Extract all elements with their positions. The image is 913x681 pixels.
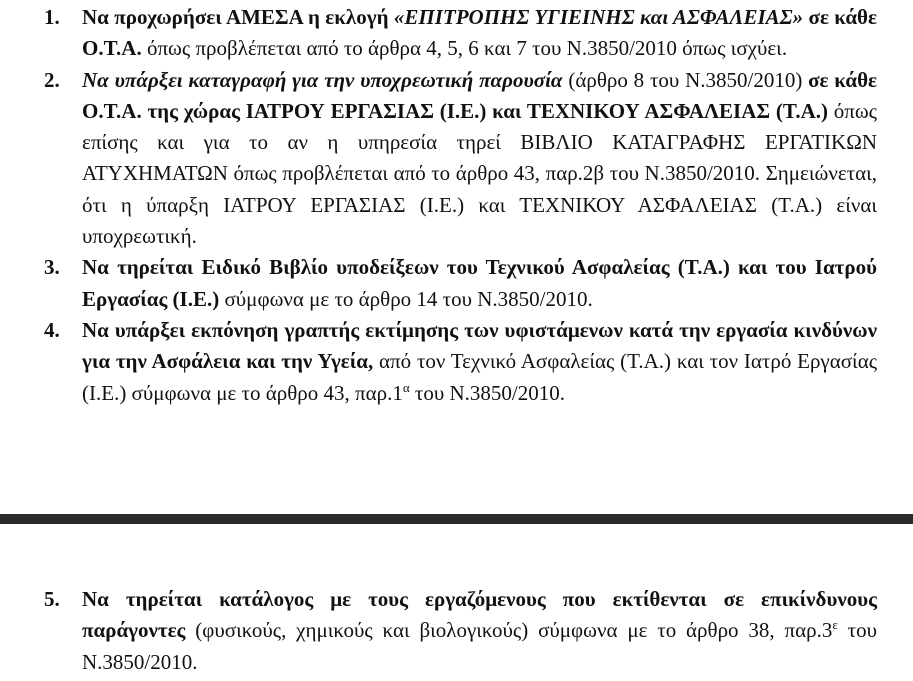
item-text-segment: του Ν.3850/2010. bbox=[82, 618, 877, 674]
item-text-segment: σε κάθε Ο.Τ.Α. της χώρας ΙΑΤΡΟΥ ΕΡΓΑΣΙΑΣ (Ι.Ε.) και ΤΕΧΝΙΚΟΥ ΑΣΦΑΛΕΙΑΣ (Τ.Α.) bbox=[82, 67, 878, 123]
item-number: 1. bbox=[44, 5, 60, 29]
item-text-segment: όπως επίσης και για το αν η υπηρεσία τηρεί ΒΙΒΛΙΟ ΚΑΤΑΓΡΑΦΗΣ ΕΡΓΑΤΙΚΩΝ ΑΤΥΧΗΜΑΤΩΝ όπως προβλέπεται από το άρθρο 43, παρ.2β του Ν.3850/2010. Σημειώνεται, ότι η ύπαρξη ΙΑΤΡΟΥ ΕΡΓΑΣΙΑΣ (Ι.Ε.) και ΤΕΧΝΙΚΟΥ ΑΣΦΑΛΕΙΑΣ (Τ.Α.) είναι υποχρεωτική. bbox=[82, 98, 877, 249]
item-text-segment: του Ν.3850/2010. bbox=[409, 380, 566, 405]
list-item bbox=[0, 2, 913, 65]
superscript-text: ε bbox=[832, 617, 838, 633]
item-text-segment: Να τηρείται κατάλογος με τους εργαζόμενους που εκτίθενται σε επικίνδυνους παράγοντες bbox=[82, 587, 877, 643]
list-item bbox=[0, 584, 913, 678]
item-text-segment: σύμφωνα με το άρθρο 14 του Ν.3850/2010. bbox=[219, 286, 593, 311]
item-text-segment: «ΕΠΙΤΡΟΠΗΣ ΥΓΙΕΙΝΗΣ και ΑΣΦΑΛΕΙΑΣ» bbox=[393, 5, 804, 29]
item-text-segment: όπως προβλέπεται από το άρθρα 4, 5, 6 και 7 του Ν.3850/2010 όπως ισχύει. bbox=[141, 36, 788, 61]
list-item bbox=[0, 65, 913, 253]
item-number: 3. bbox=[44, 255, 60, 280]
item-number: 2. bbox=[44, 67, 60, 92]
list-item bbox=[0, 315, 913, 409]
item-text-segment: σε κάθε Ο.Τ.Α. bbox=[82, 5, 877, 61]
item-text-segment: Να υπάρξει εκπόνηση γραπτής εκτίμησης των υφιστάμενων κατά την εργασία κινδύνων για την Ασφάλεια και την Υγεία, bbox=[82, 317, 877, 374]
item-text-segment: Να υπάρξει καταγραφή για την υποχρεωτική παρουσία bbox=[82, 67, 563, 92]
list-item bbox=[0, 252, 913, 315]
document-page-bottom bbox=[0, 524, 913, 681]
item-text-segment: (φυσικούς, χημικούς και βιολογικούς) σύμφωνα με το άρθρο 38, παρ.3 bbox=[185, 618, 833, 643]
item-text-segment: Να τηρείται Ειδικό Βιβλίο υποδείξεων του Τεχνικού Ασφαλείας (Τ.Α.) και του Ιατρού Εργασίας (Ι.Ε.) bbox=[82, 255, 877, 311]
item-number: 5. bbox=[44, 587, 60, 611]
superscript-text: α bbox=[402, 379, 410, 395]
item-text-segment: από τον Τεχνικό Ασφαλείας (Τ.Α.) και τον Ιατρό Εργασίας (Ι.Ε.) σύμφωνα με το άρθρο 43, παρ.1 bbox=[82, 349, 878, 405]
item-text-segment: (άρθρο 8 του Ν.3850/2010) bbox=[562, 67, 809, 92]
page-separator bbox=[0, 514, 913, 524]
item-number: 4. bbox=[44, 317, 60, 342]
item-text-segment: Να προχωρήσει ΑΜΕΣΑ η εκλογή bbox=[82, 5, 394, 29]
numbered-list-bottom bbox=[0, 524, 913, 678]
